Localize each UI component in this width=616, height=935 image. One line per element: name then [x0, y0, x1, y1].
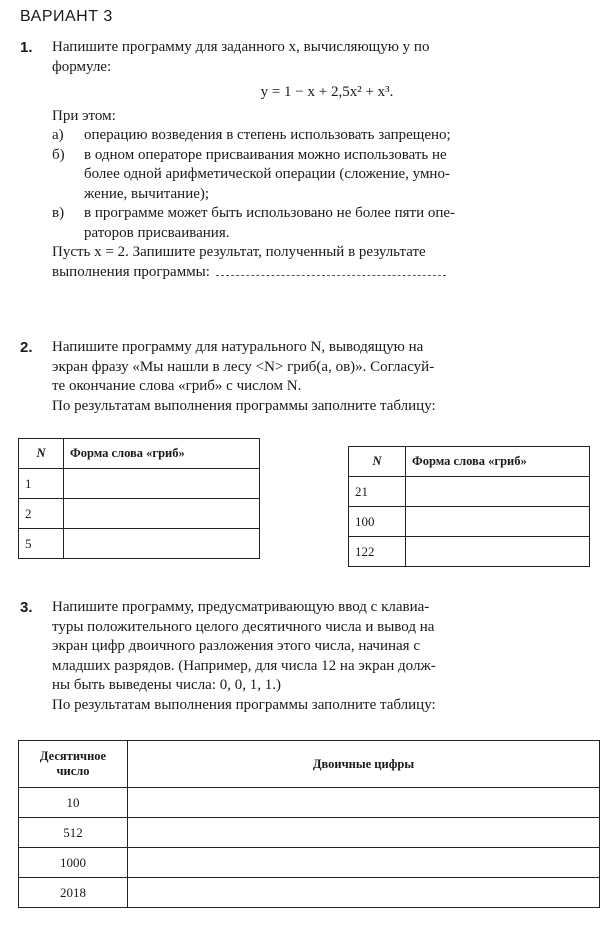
task-1-intro: При этом:	[52, 107, 116, 124]
item-marker: б)	[52, 146, 65, 163]
task-1-item-c	[52, 204, 602, 243]
header-form: Форма слова «гриб»	[64, 439, 260, 469]
cell-answer[interactable]	[64, 529, 260, 559]
task-3-table	[18, 740, 600, 908]
result-label: выполнения программы:	[52, 263, 210, 280]
table-header-row	[19, 439, 260, 469]
cell-decimal: 10	[19, 788, 128, 818]
task-2-line-4: По результатам выполнения программы заполните таблицу:	[52, 397, 436, 414]
answer-blank-line[interactable]	[216, 263, 446, 276]
task-1-item-a	[52, 126, 602, 146]
item-text: раторов присваивания.	[84, 224, 230, 241]
table-header-row	[19, 741, 600, 788]
table-row	[19, 818, 600, 848]
task-1	[20, 38, 602, 282]
cell-answer[interactable]	[128, 878, 600, 908]
cell-answer[interactable]	[64, 499, 260, 529]
cell-decimal: 1000	[19, 848, 128, 878]
variant-title: ВАРИАНТ 3	[20, 8, 113, 25]
task-2-line-2: экран фразу «Мы нашли в лесу <N> гриб(а, ов)». Согласуй-	[52, 358, 435, 375]
cell-decimal: 512	[19, 818, 128, 848]
cell-n: 5	[19, 529, 64, 559]
task-3-line-1: Напишите программу, предусматривающую ввод с клавиа-	[52, 599, 430, 615]
header-decimal-line-1: Десятичное	[39, 749, 107, 763]
header-n: N	[19, 439, 64, 469]
task-1-result-line-2	[52, 263, 602, 283]
task-3-line-2: туры положительного целого десятичного числа и вывод на	[52, 618, 435, 635]
task-1-result-line-1: Пусть x = 2. Запишите результат, полученный в результате	[52, 244, 426, 260]
item-marker: а)	[52, 127, 64, 143]
cell-answer[interactable]	[128, 788, 600, 818]
task-1-line-2: формуле:	[52, 58, 112, 75]
cell-n: 100	[349, 507, 406, 537]
table-row	[19, 499, 260, 529]
item-text: в одном операторе присваивания можно использовать не	[84, 146, 447, 163]
table-row	[349, 537, 590, 567]
task-1-item-b	[52, 146, 602, 205]
cell-answer[interactable]	[406, 507, 590, 537]
table-row	[19, 469, 260, 499]
header-n: N	[349, 447, 406, 477]
cell-answer[interactable]	[128, 818, 600, 848]
table-row	[19, 848, 600, 878]
task-3-line-5: ны быть выведены числа: 0, 0, 1, 1.)	[52, 677, 282, 693]
task-3-number: 3.	[20, 599, 33, 616]
cell-answer[interactable]	[406, 537, 590, 567]
item-text: жение, вычитание);	[84, 185, 210, 202]
cell-answer[interactable]	[128, 848, 600, 878]
table-row	[19, 878, 600, 908]
header-binary: Двоичные цифры	[128, 741, 600, 788]
cell-n: 122	[349, 537, 406, 567]
header-decimal	[19, 741, 128, 788]
table-row	[19, 788, 600, 818]
table-row	[349, 477, 590, 507]
item-text: в программе может быть использовано не более пяти опе-	[84, 205, 456, 221]
table-row	[349, 507, 590, 537]
task-3-line-4: младших разрядов. (Например, для числа 12 на экран долж-	[52, 657, 436, 674]
cell-n: 21	[349, 477, 406, 507]
cell-n: 2	[19, 499, 64, 529]
task-2-table-left	[18, 438, 260, 559]
header-form: Форма слова «гриб»	[406, 447, 590, 477]
item-marker: в)	[52, 205, 65, 221]
cell-decimal: 2018	[19, 878, 128, 908]
task-2-line-1: Напишите программу для натурального N, выводящую на	[52, 339, 424, 355]
cell-answer[interactable]	[64, 469, 260, 499]
table-row	[19, 529, 260, 559]
header-decimal-line-2: число	[56, 764, 90, 778]
task-2	[20, 338, 602, 416]
item-text: операцию возведения в степень использовать запрещено;	[84, 127, 451, 143]
task-1-line-1: Напишите программу для заданного x, вычисляющую y по	[52, 39, 430, 55]
task-2-table-right	[348, 446, 590, 567]
task-1-formula: y = 1 − x + 2,5x² + x³.	[260, 84, 394, 100]
table-header-row	[349, 447, 590, 477]
cell-n: 1	[19, 469, 64, 499]
task-1-number: 1.	[20, 39, 33, 56]
task-2-line-3: те окончание слова «гриб» с числом N.	[52, 378, 302, 394]
cell-answer[interactable]	[406, 477, 590, 507]
task-3	[20, 598, 602, 715]
task-3-line-6: По результатам выполнения программы заполните таблицу:	[52, 696, 436, 713]
task-2-number: 2.	[20, 339, 33, 356]
task-3-line-3: экран цифр двоичного разложения этого числа, начиная с	[52, 638, 420, 654]
item-text: более одной арифметической операции (сложение, умно-	[84, 166, 450, 182]
